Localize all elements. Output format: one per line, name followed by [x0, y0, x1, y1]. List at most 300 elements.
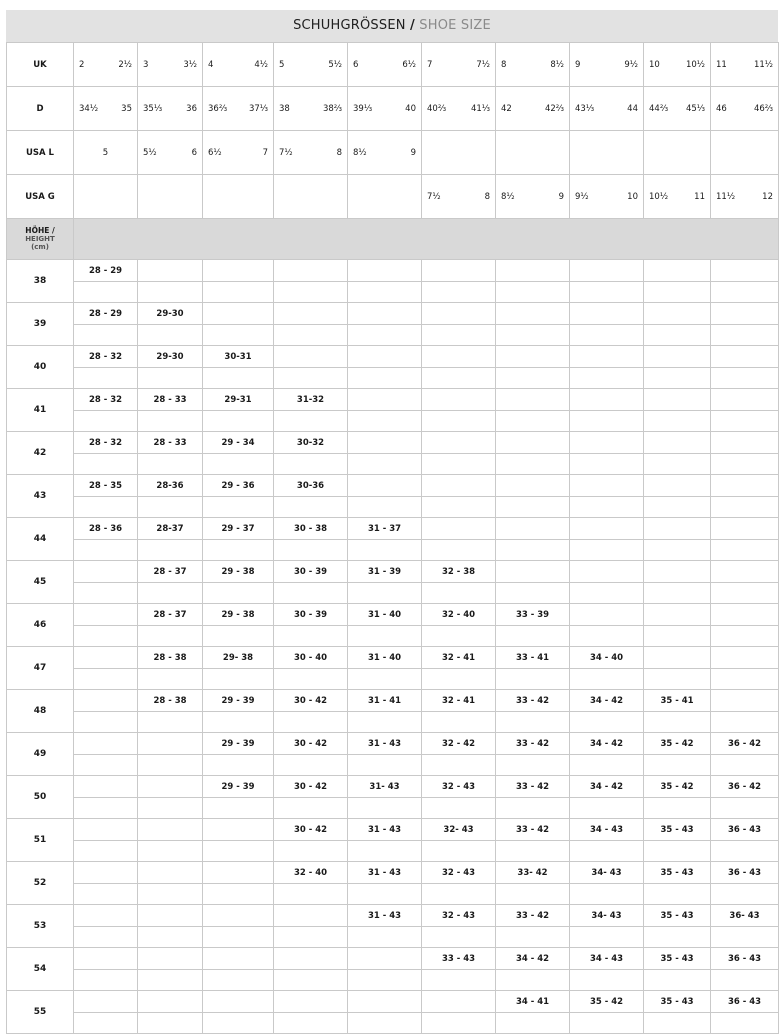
- spacer-cell: [422, 712, 496, 733]
- fit-range-cell: [570, 561, 644, 583]
- fit-range-cell: [496, 518, 570, 540]
- spacer-cell: [422, 454, 496, 475]
- size-cell: [203, 87, 274, 131]
- spacer-cell: [711, 884, 779, 905]
- spacer-cell: [74, 540, 138, 561]
- spacer-cell: [138, 1013, 203, 1034]
- height-value: 44: [7, 518, 74, 561]
- fit-range-cell: [644, 518, 711, 540]
- size-value-half: 38⅔: [322, 103, 342, 114]
- size-value: 8½: [353, 147, 367, 158]
- size-cell: [203, 131, 274, 175]
- fit-range-cell: 35 - 42: [570, 991, 644, 1013]
- size-value: 2: [79, 59, 85, 70]
- fit-range-cell: [348, 432, 422, 454]
- spacer-cell: [203, 583, 274, 604]
- size-value: 9½: [575, 191, 589, 202]
- size-cell: [570, 87, 644, 131]
- size-cell: [496, 131, 570, 175]
- size-value-pair: [353, 60, 416, 70]
- size-value-pair: [649, 104, 705, 114]
- height-row: [7, 561, 779, 583]
- spacer-cell: [74, 497, 138, 518]
- fit-range-cell: 33 - 42: [496, 819, 570, 841]
- size-value-pair: [575, 104, 638, 114]
- fit-range-cell: 34 - 42: [496, 948, 570, 970]
- spacer-cell: [348, 798, 422, 819]
- fit-range-cell: 31-32: [274, 389, 348, 411]
- fit-range-cell: 35 - 41: [644, 690, 711, 712]
- fit-range-cell: 30 - 42: [274, 690, 348, 712]
- fit-range-cell: 35 - 43: [644, 948, 711, 970]
- size-value-half: 7: [262, 147, 268, 158]
- spacer-cell: [203, 325, 274, 346]
- spacer-cell: [274, 970, 348, 991]
- spacer-cell: [496, 841, 570, 862]
- spacer-cell: [496, 1013, 570, 1034]
- spacer-cell: [203, 497, 274, 518]
- spacer-cell: [496, 411, 570, 432]
- size-cell: [570, 43, 644, 87]
- spacer-cell: [422, 497, 496, 518]
- fit-range-cell: 28 - 37: [138, 561, 203, 583]
- height-value: 53: [7, 905, 74, 948]
- spacer-cell: [570, 282, 644, 303]
- size-cell: [496, 87, 570, 131]
- height-row-spacer: [7, 884, 779, 905]
- spacer-cell: [138, 368, 203, 389]
- fit-range-cell: [203, 862, 274, 884]
- height-row-spacer: [7, 497, 779, 518]
- spacer-cell: [711, 927, 779, 948]
- fit-range-cell: 32 - 42: [422, 733, 496, 755]
- fit-range-cell: [74, 991, 138, 1013]
- title-separator: /: [410, 18, 415, 33]
- spacer-cell: [138, 841, 203, 862]
- fit-range-cell: 29 - 34: [203, 432, 274, 454]
- size-value: 11½: [716, 191, 736, 202]
- size-value-half: 12: [762, 191, 773, 202]
- spacer-cell: [711, 454, 779, 475]
- fit-range-cell: 31 - 43: [348, 819, 422, 841]
- spacer-cell: [348, 927, 422, 948]
- spacer-cell: [348, 970, 422, 991]
- spacer-cell: [274, 884, 348, 905]
- fit-range-cell: [422, 260, 496, 282]
- spacer-cell: [203, 411, 274, 432]
- spacer-cell: [274, 411, 348, 432]
- size-cell: [138, 43, 203, 87]
- fit-range-cell: [570, 604, 644, 626]
- size-cell: [74, 43, 138, 87]
- fit-range-cell: 34 - 40: [570, 647, 644, 669]
- size-cell: [274, 131, 348, 175]
- height-header-label: [7, 219, 74, 260]
- spacer-cell: [570, 1013, 644, 1034]
- spacer-cell: [203, 927, 274, 948]
- fit-range-cell: 31 - 40: [348, 647, 422, 669]
- spacer-cell: [644, 540, 711, 561]
- height-row-spacer: [7, 411, 779, 432]
- fit-range-cell: [138, 260, 203, 282]
- spacer-cell: [570, 884, 644, 905]
- fit-range-cell: [570, 518, 644, 540]
- spacer-cell: [644, 755, 711, 776]
- size-table: [6, 42, 779, 1034]
- spacer-cell: [203, 626, 274, 647]
- size-value: 36⅔: [208, 103, 228, 114]
- size-value-pair: [208, 104, 268, 114]
- spacer-cell: [711, 841, 779, 862]
- fit-range-cell: 33 - 42: [496, 776, 570, 798]
- spacer-cell: [348, 282, 422, 303]
- size-value-pair: [716, 104, 773, 114]
- size-cell: [644, 43, 711, 87]
- fit-range-cell: 36 - 43: [711, 862, 779, 884]
- spacer-cell: [274, 712, 348, 733]
- height-value: 39: [7, 303, 74, 346]
- spacer-cell: [74, 970, 138, 991]
- fit-range-cell: [711, 561, 779, 583]
- height-row: [7, 475, 779, 497]
- size-value: 9: [575, 59, 581, 70]
- height-value: 42: [7, 432, 74, 475]
- spacer-cell: [138, 626, 203, 647]
- fit-range-cell: [711, 647, 779, 669]
- fit-range-cell: 32 - 38: [422, 561, 496, 583]
- height-value: 47: [7, 647, 74, 690]
- fit-range-cell: [74, 948, 138, 970]
- spacer-cell: [74, 1013, 138, 1034]
- size-cell: [644, 87, 711, 131]
- fit-range-cell: 35 - 43: [644, 905, 711, 927]
- spacer-cell: [644, 927, 711, 948]
- size-value-half: 36: [186, 103, 197, 114]
- spacer-cell: [711, 325, 779, 346]
- fit-range-cell: 31 - 41: [348, 690, 422, 712]
- spacer-cell: [348, 454, 422, 475]
- fit-range-cell: 33 - 42: [496, 733, 570, 755]
- fit-range-cell: [138, 991, 203, 1013]
- height-header-text: [7, 227, 73, 251]
- spacer-cell: [74, 368, 138, 389]
- height-value: 51: [7, 819, 74, 862]
- spacer-cell: [138, 712, 203, 733]
- fit-range-cell: 31 - 43: [348, 905, 422, 927]
- spacer-cell: [711, 1013, 779, 1034]
- size-value-pair: [501, 60, 564, 70]
- spacer-cell: [274, 540, 348, 561]
- size-value: 8: [501, 59, 507, 70]
- spacer-cell: [570, 497, 644, 518]
- spacer-cell: [74, 798, 138, 819]
- size-value-pair: [79, 60, 132, 70]
- spacer-cell: [138, 798, 203, 819]
- height-row: [7, 819, 779, 841]
- size-cell: [644, 131, 711, 175]
- height-value: 50: [7, 776, 74, 819]
- size-value: 7: [427, 59, 433, 70]
- spacer-cell: [496, 454, 570, 475]
- spacer-cell: [348, 411, 422, 432]
- spacer-cell: [496, 970, 570, 991]
- spacer-cell: [422, 325, 496, 346]
- spacer-cell: [203, 798, 274, 819]
- spacer-cell: [422, 884, 496, 905]
- spacer-cell: [422, 970, 496, 991]
- size-value-half: 8: [484, 191, 490, 202]
- size-value-pair: [501, 104, 564, 114]
- fit-range-cell: 28 - 29: [74, 260, 138, 282]
- fit-range-cell: [496, 260, 570, 282]
- spacer-cell: [644, 583, 711, 604]
- spacer-cell: [422, 368, 496, 389]
- spacer-cell: [203, 970, 274, 991]
- fit-range-cell: 29 - 38: [203, 604, 274, 626]
- spacer-cell: [644, 411, 711, 432]
- size-value-pair: [575, 192, 638, 202]
- fit-range-cell: 35 - 43: [644, 862, 711, 884]
- size-row: [7, 43, 779, 87]
- fit-range-cell: [274, 991, 348, 1013]
- height-value: 46: [7, 604, 74, 647]
- size-cell: [74, 87, 138, 131]
- height-label-de: HÖHE /: [25, 226, 55, 235]
- spacer-cell: [74, 583, 138, 604]
- fit-range-cell: [711, 690, 779, 712]
- spacer-cell: [496, 712, 570, 733]
- size-row: [7, 131, 779, 175]
- spacer-cell: [570, 970, 644, 991]
- height-row: [7, 905, 779, 927]
- fit-range-cell: 35 - 43: [644, 819, 711, 841]
- height-value: 49: [7, 733, 74, 776]
- spacer-cell: [274, 282, 348, 303]
- fit-range-cell: [496, 432, 570, 454]
- size-cell: [496, 43, 570, 87]
- size-value-pair: [716, 60, 773, 70]
- spacer-cell: [203, 755, 274, 776]
- fit-range-cell: [570, 475, 644, 497]
- size-value-half: 45⅓: [685, 103, 705, 114]
- fit-range-cell: [74, 690, 138, 712]
- size-value-pair: [427, 104, 490, 114]
- spacer-cell: [422, 669, 496, 690]
- fit-range-cell: 31 - 43: [348, 733, 422, 755]
- fit-range-cell: 34- 43: [570, 862, 644, 884]
- fit-range-cell: 33 - 42: [496, 690, 570, 712]
- spacer-cell: [138, 669, 203, 690]
- size-cell: [348, 131, 422, 175]
- height-row-spacer: [7, 798, 779, 819]
- spacer-cell: [274, 798, 348, 819]
- spacer-cell: [348, 884, 422, 905]
- size-value: 46: [716, 103, 727, 114]
- size-value-half: 2½: [118, 59, 132, 70]
- spacer-cell: [570, 712, 644, 733]
- fit-range-cell: [74, 819, 138, 841]
- fit-range-cell: [711, 346, 779, 368]
- fit-range-cell: [570, 389, 644, 411]
- size-value-half: 6: [191, 147, 197, 158]
- spacer-cell: [274, 1013, 348, 1034]
- fit-range-cell: 28 - 38: [138, 690, 203, 712]
- spacer-cell: [138, 970, 203, 991]
- fit-range-cell: [644, 647, 711, 669]
- spacer-cell: [138, 540, 203, 561]
- spacer-cell: [496, 669, 570, 690]
- size-value-half: 5½: [328, 59, 342, 70]
- size-system-label: USA L: [7, 131, 74, 175]
- size-value-pair: [501, 192, 564, 202]
- spacer-cell: [711, 755, 779, 776]
- fit-range-cell: [644, 346, 711, 368]
- spacer-cell: [711, 669, 779, 690]
- fit-range-cell: 29- 38: [203, 647, 274, 669]
- fit-range-cell: [203, 260, 274, 282]
- fit-range-cell: 34 - 41: [496, 991, 570, 1013]
- spacer-cell: [570, 669, 644, 690]
- fit-range-cell: 32 - 43: [422, 776, 496, 798]
- fit-range-cell: [348, 389, 422, 411]
- spacer-cell: [570, 583, 644, 604]
- size-value-pair: [649, 60, 705, 70]
- size-cell: [711, 87, 779, 131]
- size-value: 10: [649, 59, 660, 70]
- fit-range-cell: [138, 948, 203, 970]
- spacer-cell: [496, 798, 570, 819]
- fit-range-cell: 36 - 43: [711, 819, 779, 841]
- height-value: 43: [7, 475, 74, 518]
- fit-range-cell: 31 - 40: [348, 604, 422, 626]
- size-cell: [570, 175, 644, 219]
- height-row: [7, 303, 779, 325]
- spacer-cell: [422, 540, 496, 561]
- spacer-cell: [348, 368, 422, 389]
- size-cell: [274, 87, 348, 131]
- height-row-spacer: [7, 712, 779, 733]
- size-cell: [138, 87, 203, 131]
- height-row: [7, 690, 779, 712]
- fit-range-cell: [138, 905, 203, 927]
- spacer-cell: [274, 583, 348, 604]
- height-row: [7, 991, 779, 1013]
- fit-range-cell: [274, 260, 348, 282]
- size-value: 5: [279, 59, 285, 70]
- spacer-cell: [644, 841, 711, 862]
- size-value: 3: [143, 59, 149, 70]
- size-system-label: D: [7, 87, 74, 131]
- height-value: 40: [7, 346, 74, 389]
- fit-range-cell: [422, 991, 496, 1013]
- fit-range-cell: [570, 346, 644, 368]
- spacer-cell: [74, 712, 138, 733]
- fit-range-cell: [274, 948, 348, 970]
- fit-range-cell: [74, 733, 138, 755]
- fit-range-cell: [348, 346, 422, 368]
- height-row: [7, 647, 779, 669]
- spacer-cell: [203, 712, 274, 733]
- fit-range-cell: [203, 303, 274, 325]
- spacer-cell: [422, 755, 496, 776]
- size-value-half: 42⅔: [544, 103, 564, 114]
- fit-range-cell: [74, 647, 138, 669]
- size-cell: [711, 175, 779, 219]
- fit-range-cell: [74, 905, 138, 927]
- spacer-cell: [570, 798, 644, 819]
- size-value-pair: [575, 60, 638, 70]
- size-cell: [274, 43, 348, 87]
- spacer-cell: [570, 841, 644, 862]
- size-value-half: 9½: [624, 59, 638, 70]
- spacer-cell: [74, 927, 138, 948]
- spacer-cell: [422, 927, 496, 948]
- spacer-cell: [138, 583, 203, 604]
- fit-range-cell: 36 - 42: [711, 733, 779, 755]
- fit-range-cell: 28 - 35: [74, 475, 138, 497]
- size-value-half: 11½: [753, 59, 773, 70]
- height-row: [7, 733, 779, 755]
- size-value-half: 9: [558, 191, 564, 202]
- height-row: [7, 776, 779, 798]
- spacer-cell: [74, 454, 138, 475]
- spacer-cell: [644, 884, 711, 905]
- spacer-cell: [74, 325, 138, 346]
- size-value-half: 35: [121, 103, 132, 114]
- spacer-cell: [203, 669, 274, 690]
- fit-range-cell: 33 - 41: [496, 647, 570, 669]
- fit-range-cell: 30 - 42: [274, 776, 348, 798]
- height-value: 38: [7, 260, 74, 303]
- spacer-cell: [496, 884, 570, 905]
- spacer-cell: [422, 1013, 496, 1034]
- fit-range-cell: 29 - 39: [203, 690, 274, 712]
- size-value-half: 7½: [476, 59, 490, 70]
- size-cell: [74, 175, 138, 219]
- spacer-cell: [644, 669, 711, 690]
- spacer-cell: [644, 497, 711, 518]
- spacer-cell: [496, 368, 570, 389]
- fit-range-cell: 34 - 42: [570, 690, 644, 712]
- size-cell: [348, 43, 422, 87]
- fit-range-cell: 28 - 37: [138, 604, 203, 626]
- fit-range-cell: 32 - 41: [422, 690, 496, 712]
- spacer-cell: [422, 282, 496, 303]
- size-value: 5: [102, 147, 109, 158]
- size-value-half: 8½: [550, 59, 564, 70]
- size-value-pair: [353, 148, 416, 158]
- size-value: 40⅔: [427, 103, 447, 114]
- size-value-pair: [427, 192, 490, 202]
- spacer-cell: [496, 540, 570, 561]
- size-value-half: 11: [694, 191, 705, 202]
- spacer-cell: [570, 325, 644, 346]
- size-value: 39⅓: [353, 103, 373, 114]
- spacer-cell: [203, 841, 274, 862]
- size-cell: [711, 131, 779, 175]
- spacer-cell: [138, 325, 203, 346]
- spacer-cell: [274, 626, 348, 647]
- size-system-label: UK: [7, 43, 74, 87]
- fit-range-cell: 31 - 43: [348, 862, 422, 884]
- fit-range-cell: 36- 43: [711, 905, 779, 927]
- spacer-cell: [203, 368, 274, 389]
- height-row-spacer: [7, 626, 779, 647]
- fit-range-cell: [496, 346, 570, 368]
- fit-range-cell: [570, 432, 644, 454]
- size-value-half: 37⅓: [248, 103, 268, 114]
- spacer-cell: [348, 583, 422, 604]
